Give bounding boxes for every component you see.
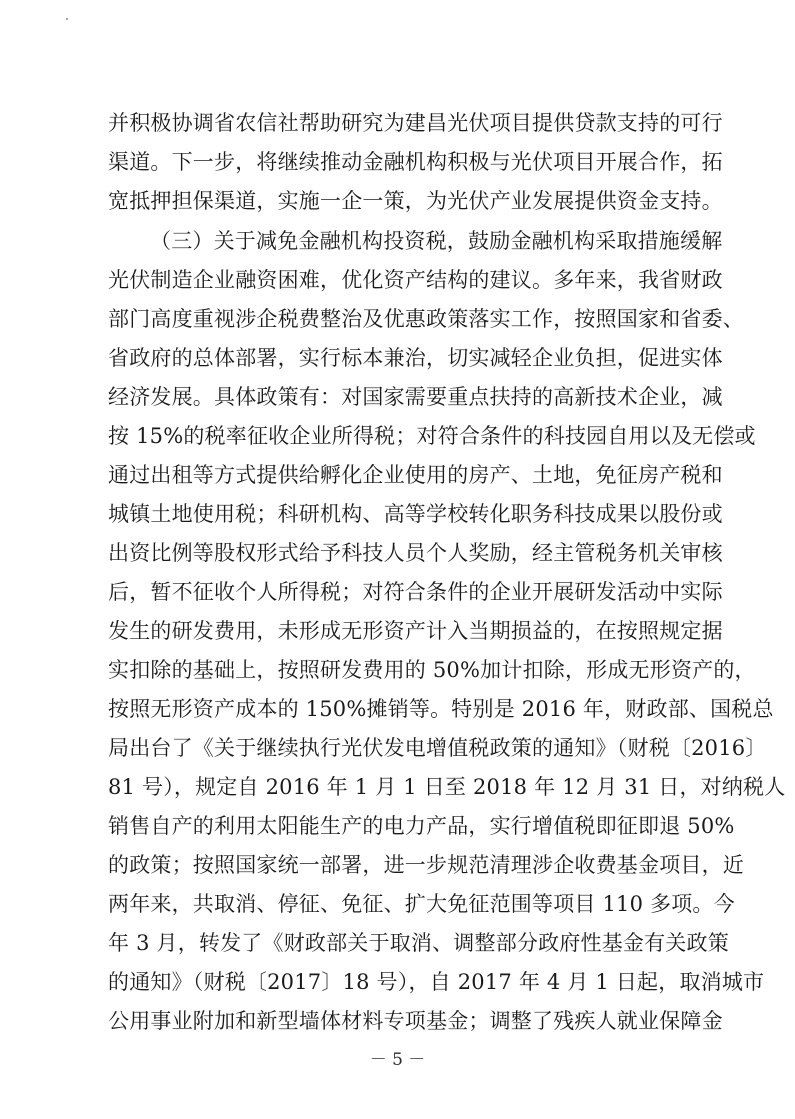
body-text-line: 经济发展。具体政策有：对国家需要重点扶持的高新技术企业，减 (108, 385, 723, 409)
body-text-line: （三）关于减免金融机构投资税，鼓励金融机构采取措施缓解 (150, 229, 723, 253)
body-text-line: 实扣除的基础上，按照研发费用的 50%加计扣除，形成无形资产的， (108, 658, 756, 682)
body-text-line: 的通知》（财税〔2017〕18 号），自 2017 年 4 月 1 日起，取消城市 (108, 970, 765, 994)
body-text-line: 后，暂不征收个人所得税；对符合条件的企业开展研发活动中实际 (108, 580, 723, 604)
body-text-line: 的政策；按照国家统一部署，进一步规范清理涉企收费基金项目，近 (108, 853, 744, 877)
body-text-line: 宽抵押担保渠道，实施一企一策，为光伏产业发展提供资金支持。 (108, 189, 723, 213)
body-text-line: 发生的研发费用，未形成无形资产计入当期损益的，在按照规定据 (108, 619, 723, 643)
body-text-line: 省政府的总体部署，实行标本兼治，切实减轻企业负担，促进实体 (108, 346, 723, 370)
body-text-line: 按 15%的税率征收企业所得税；对符合条件的科技园自用以及无偿或 (108, 424, 756, 448)
body-text-line: 按照无形资产成本的 150%摊销等。特别是 2016 年，财政部、国税总 (108, 697, 774, 721)
body-text-line: 渠道。下一步，将继续推动金融机构积极与光伏项目开展合作，拓 (108, 150, 723, 174)
body-text-line: 部门高度重视涉企税费整治及优惠政策落实工作，按照国家和省委、 (108, 307, 744, 331)
page-number: － 5 － (369, 1050, 426, 1070)
body-text-line: 公用事业附加和新型墙体材料专项基金；调整了残疾人就业保障金 (108, 1009, 723, 1033)
body-text-line: 城镇土地使用税；科研机构、高等学校转化职务科技成果以股份或 (108, 502, 723, 526)
body-text-line: 两年来，共取消、停征、免征、扩大免征范围等项目 110 多项。今 (108, 892, 735, 916)
body-text-line: 通过出租等方式提供给孵化企业使用的房产、土地，免征房产税和 (108, 463, 723, 487)
body-text-line: 年 3 月，转发了《财政部关于取消、调整部分政府性基金有关政策 (108, 931, 729, 955)
scan-speck (66, 18, 68, 20)
body-text-line: 81 号），规定自 2016 年 1 月 1 日至 2018 年 12 月 31 日，对纳税人 (108, 775, 786, 799)
body-text-line: 光伏制造企业融资困难，优化资产结构的建议。多年来，我省财政 (108, 268, 723, 292)
body-text-line: 出资比例等股权形式给予科技人员个人奖励，经主管税务机关审核 (108, 541, 723, 565)
body-text-line: 并积极协调省农信社帮助研究为建昌光伏项目提供贷款支持的可行 (108, 111, 723, 135)
body-text-line: 局出台了《关于继续执行光伏发电增值税政策的通知》（财税〔2016〕 (108, 736, 767, 760)
body-text-line: 销售自产的利用太阳能生产的电力产品，实行增值税即征即退 50% (108, 814, 735, 838)
